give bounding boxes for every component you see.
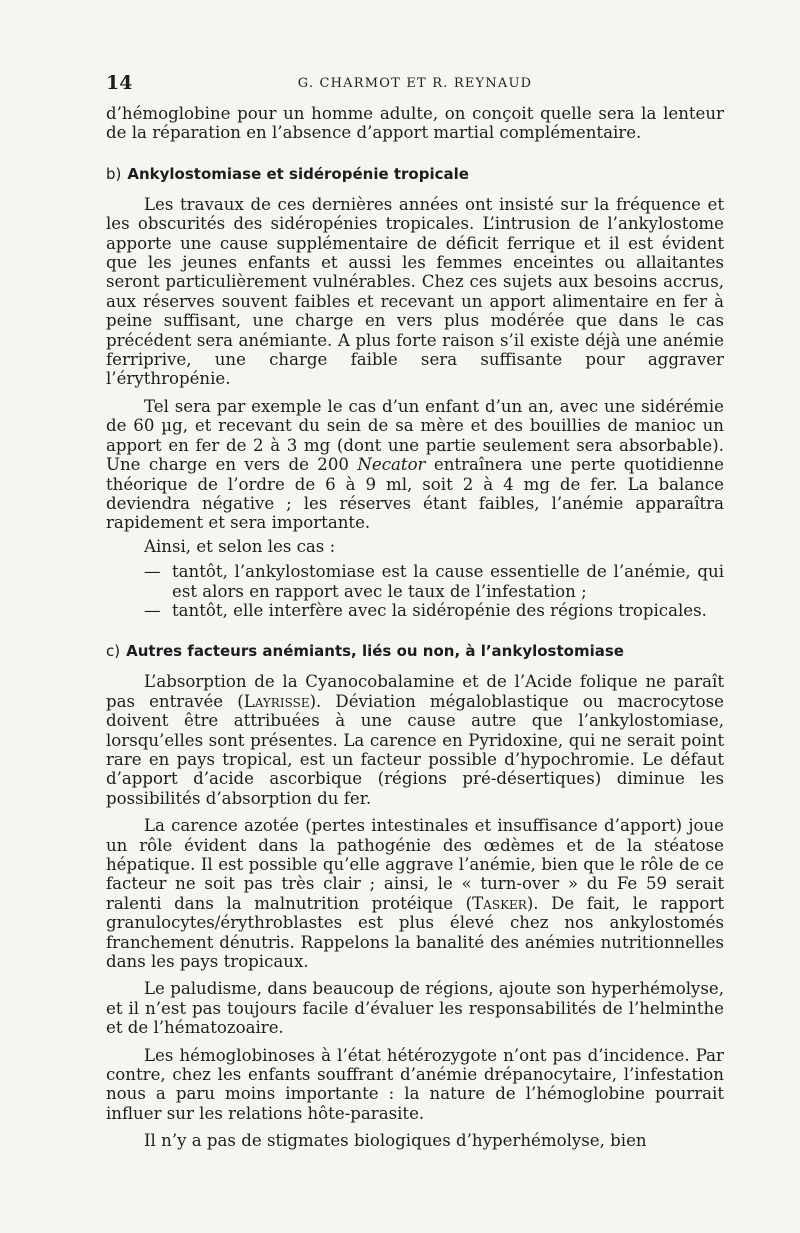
section-c-p2-text-b: ). De fait, le rapport granulocytes/érythroblastes est plus élevé chez nos ankylostomés franchement dénutris. Rappelons la banalité des anémies nutritionnelles dans les pays tropicaux. (106, 893, 724, 972)
section-b-title: Ankylostomiase et sidéropénie tropicale (127, 164, 469, 183)
section-c-paragraph-1 (106, 672, 724, 808)
list-item (106, 601, 724, 620)
section-b-p2-text-b: entraînera une perte quotidienne théorique de l’ordre de 6 à 9 ml, soit 2 à 4 mg de fer. La balance deviendra négative ; les réserves étant faibles, l’anémie apparaîtra rapidement et sera importante. (106, 455, 724, 533)
intro-paragraph: d’hémoglobine pour un homme adulte, on conçoit quelle sera la lenteur de la réparation en l’absence d’apport martial complémentaire. (106, 104, 724, 143)
section-c-p2-text-a: La carence azotée (pertes intestinales et insuffisance d’apport) joue un rôle évident dans la pathogénie des œdèmes et de la stéatose hépatique. Il est possible qu’elle aggrave l’anémie, bien que le rôle de ce facteur ne soit pas très clair ; ainsi, le « turn-over » du Fe 59 serait ralenti dans la malnutrition protéique ( (106, 816, 724, 913)
section-b-paragraph-1: Les travaux de ces dernières années ont insisté sur la fréquence et les obscurités des sidéropénies tropicales. L’intrusion de l’ankylostome apporte une cause supplémentaire de déficit ferrique et il est évident que les jeunes enfants et aussi les femmes enceintes ou allaitantes seront particulièrement vulnérables. Chez ces sujets aux besoins accrus, aux réserves souvent faibles et recevant un apport alimentaire en fer à peine suffisant, une charge en vers plus modérée que dans le cas précédent sera anémiante. A plus forte raison s’il existe déjà une anémie ferriprive, une charge faible sera suffisante pour aggraver l’érythropénie. (106, 194, 724, 389)
list-dash: — (144, 600, 161, 620)
list-item (106, 562, 724, 601)
section-c-letter: c) (106, 642, 121, 661)
author-citation-tasker: Tasker (472, 893, 527, 913)
section-b-heading (106, 165, 724, 183)
section-b-p2-text-a: Tel sera par exemple le cas d’un enfant d’un an, avec une sidérémie de 60 µg, et recevant du sein de sa mère et des bouillies de manioc un apport en fer de 2 à 3 mg (dont une partie seulement sera absorbable). Une charge en vers de 200 (106, 396, 724, 475)
section-b-paragraph-2 (106, 397, 724, 533)
section-b-list (106, 562, 724, 620)
section-c-title: Autres facteurs anémiants, liés ou non, à l’ankylostomiase (126, 642, 624, 661)
section-b-paragraph-3: Ainsi, et selon les cas : (144, 536, 336, 556)
author-citation-layrisse: Layrisse (243, 691, 310, 711)
section-b-letter: b) (106, 164, 122, 183)
section-c-heading (106, 642, 724, 660)
section-c-paragraph-2 (106, 816, 724, 971)
page-number: 14 (106, 72, 133, 94)
section-c-p1-text-b: ). Déviation mégaloblastique ou macrocytose doivent être attribuées à une cause autre que l’ankylostomiase, lorsqu’elles sont présentes. La carence en Pyridoxine, qui ne serait point rare en pays tropical, est un facteur possible d’hypochromie. Le défaut d’apport d’acide ascorbique (régions pré-désertiques) diminue les possibilités d’absorption du fer. (106, 691, 724, 808)
list-dash: — (144, 562, 161, 582)
section-c-p1-text-a: L’absorption de la Cyanocobalamine et de l’Acide folique ne paraît pas entravée ( (106, 672, 724, 711)
section-c-paragraph-4: Les hémoglobinoses à l’état hétérozygote n’ont pas d’incidence. Par contre, chez les enfants souffrant d’anémie drépanocytaire, l’infestation nous a paru moins importante : la nature de l’hémoglobine pourrait influer sur les relations hôte-parasite. (106, 1045, 724, 1123)
section-c-paragraph-5: Il n’y a pas de stigmates biologiques d’hyperhémolyse, bien (144, 1131, 647, 1151)
running-head (106, 72, 724, 98)
necator-term: Necator (357, 455, 426, 475)
list-item-text: tantôt, l’ankylostomiase est la cause essentielle de l’anémie, qui est alors en rapport avec le taux de l’infestation ; (172, 562, 724, 601)
section-c-paragraph-3: Le paludisme, dans beaucoup de régions, ajoute son hyperhémolyse, et il n’est pas toujours facile d’évaluer les responsabilités de l’helminthe et de l’hématozoaire. (106, 979, 724, 1038)
list-item-text: tantôt, elle interfère avec la sidéropénie des régions tropicales. (172, 600, 707, 620)
running-head-authors: G. CHARMOT ET R. REYNAUD (297, 76, 533, 91)
